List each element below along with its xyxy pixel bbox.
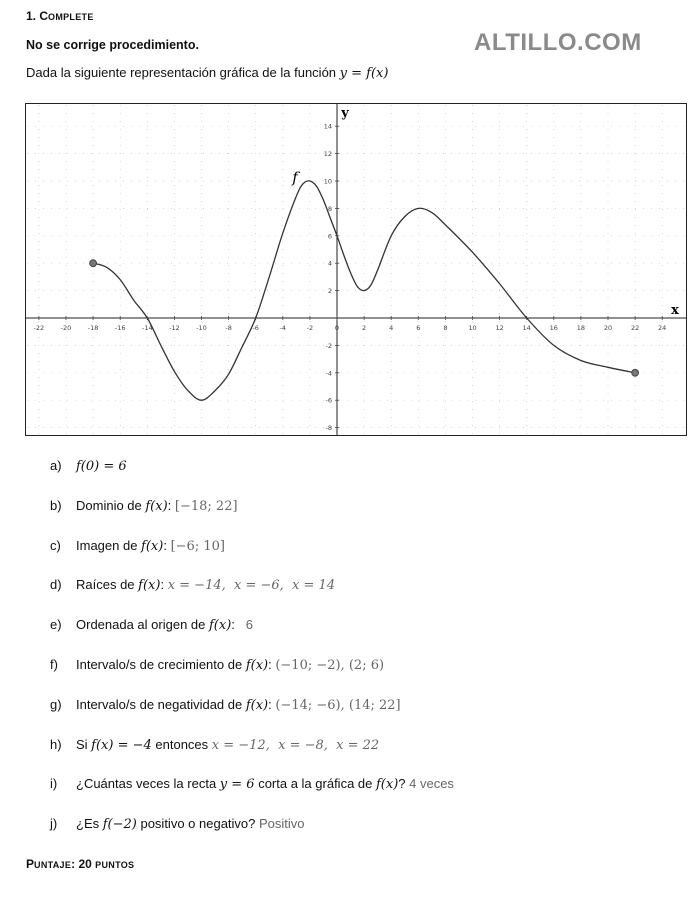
intro-sentence xyxy=(26,65,388,81)
x-tick-label: 18 xyxy=(576,324,586,332)
question-math: f(0) = 6 xyxy=(76,459,127,474)
question-label: f) xyxy=(50,657,58,672)
x-tick-label: 22 xyxy=(630,324,640,332)
score-unit: PUNTOS xyxy=(95,860,135,870)
intro-text: Dada la siguiente representación gráfica de la función xyxy=(26,65,340,80)
question-label: a) xyxy=(50,458,62,473)
x-tick-label: -4 xyxy=(279,324,287,332)
question-math: y = 6 xyxy=(219,777,255,793)
question-math: f(x) xyxy=(138,578,161,594)
question-text: positivo o negativo? xyxy=(136,816,259,832)
x-tick-label: 2 xyxy=(362,324,367,332)
x-tick-label: -16 xyxy=(114,324,126,332)
question-item xyxy=(50,617,253,633)
function-graph xyxy=(25,103,687,436)
question-text: : xyxy=(163,537,171,553)
question-answer: x = −14, x = −6, x = 14 xyxy=(167,578,336,594)
question-text: corta a la gráfica de xyxy=(254,776,376,792)
curve-endpoint xyxy=(90,260,97,267)
question-item xyxy=(50,697,401,713)
question-math: f(x) xyxy=(245,697,269,713)
question-item xyxy=(50,776,454,792)
question-math: f(x) xyxy=(375,777,399,793)
x-tick-label: 4 xyxy=(389,324,394,332)
procedure-note: No se corrige procedimiento. xyxy=(26,38,199,52)
question-text: Intervalo/s de negatividad de xyxy=(76,696,246,712)
question-label: g) xyxy=(50,696,62,712)
x-tick-label: 0 xyxy=(334,324,340,332)
question-answer: 6 xyxy=(245,617,253,633)
question-answer: Positivo xyxy=(259,816,305,832)
x-tick-label: 6 xyxy=(416,324,421,332)
x-tick-label: -20 xyxy=(60,324,72,332)
question-answer: [−6; 10] xyxy=(170,538,225,554)
x-tick-label: 8 xyxy=(443,324,448,332)
x-tick-label: 24 xyxy=(658,324,667,332)
question-item xyxy=(50,458,127,474)
question-math: f(x) xyxy=(145,498,168,514)
question-answer: 4 veces xyxy=(409,776,454,792)
x-tick-label: -10 xyxy=(196,324,207,332)
curve-endpoint xyxy=(632,369,639,376)
question-text: Intervalo/s de crecimiento de xyxy=(76,657,246,672)
exercise-number: 1. xyxy=(26,9,37,23)
question-text: ? xyxy=(398,776,410,792)
question-math: f(x) xyxy=(141,538,164,554)
question-item xyxy=(50,816,305,832)
y-tick-label: 4 xyxy=(327,259,332,268)
x-tick-label: 10 xyxy=(468,324,477,332)
question-label: i) xyxy=(50,776,58,792)
y-tick-label: -8 xyxy=(325,424,332,433)
y-tick-label: 8 xyxy=(327,204,332,213)
question-math: f(−2) xyxy=(102,817,137,833)
x-tick-label: -14 xyxy=(141,324,153,332)
question-text: Raíces de xyxy=(76,577,139,593)
y-axis-label: y xyxy=(341,106,349,121)
x-tick-label: 20 xyxy=(603,324,613,332)
score-line xyxy=(26,857,134,871)
x-tick-label: -18 xyxy=(87,324,99,332)
score-value: : 20 xyxy=(71,857,96,871)
x-tick-label: 12 xyxy=(495,324,504,332)
question-item xyxy=(50,498,238,514)
question-label: d) xyxy=(50,577,62,593)
question-math: f(x) xyxy=(208,618,232,634)
question-text: Ordenada al origen de xyxy=(76,617,209,633)
y-tick-label: 10 xyxy=(323,177,332,186)
x-tick-label: 14 xyxy=(522,324,531,332)
exercise-heading xyxy=(26,9,94,23)
question-label: c) xyxy=(50,537,61,553)
question-text: Si xyxy=(76,736,92,752)
x-tick-label: -6 xyxy=(252,324,259,332)
question-item xyxy=(50,538,225,554)
y-tick-label: 12 xyxy=(323,150,332,159)
x-tick-label: -2 xyxy=(306,324,314,332)
question-text: ¿Cuántas veces la recta xyxy=(76,776,220,792)
question-label: j) xyxy=(50,816,58,832)
question-text: Dominio de xyxy=(76,497,146,513)
watermark-logo: ALTILLO.COM xyxy=(474,29,642,56)
question-text: : xyxy=(268,657,276,672)
score-initial: P xyxy=(26,857,35,871)
y-tick-label: 2 xyxy=(327,287,332,296)
x-tick-label: -22 xyxy=(33,324,45,332)
question-item xyxy=(50,737,379,753)
question-item xyxy=(50,657,384,673)
question-answer: [−18; 22] xyxy=(174,498,238,514)
question-math: f(x) = −4 xyxy=(91,737,152,753)
y-tick-label: -4 xyxy=(325,369,332,378)
y-tick-label: -2 xyxy=(325,341,332,350)
question-answer: x = −12, x = −8, x = 22 xyxy=(211,737,380,753)
x-tick-label: -8 xyxy=(225,324,232,332)
question-text: : xyxy=(160,577,168,593)
question-text: Imagen de xyxy=(76,537,142,553)
intro-function: y = f(x) xyxy=(339,66,389,81)
question-text: : xyxy=(231,617,246,633)
exercise-title-rest: OMPLETE xyxy=(48,12,94,22)
question-item xyxy=(50,577,335,593)
question-text: : xyxy=(268,696,276,712)
y-tick-label: 6 xyxy=(327,232,332,241)
question-text: entonces xyxy=(151,736,212,752)
exercise-title-initial: C xyxy=(39,9,49,23)
question-label: e) xyxy=(50,617,62,633)
question-answer: (−14; −6), (14; 22] xyxy=(275,697,401,713)
question-answer: (−10; −2), (2; 6) xyxy=(275,658,385,673)
question-label: b) xyxy=(50,497,62,513)
y-tick-label: 14 xyxy=(323,122,332,131)
x-tick-label: -12 xyxy=(169,324,180,332)
question-text: ¿Es xyxy=(76,816,103,832)
question-text: : xyxy=(167,497,175,513)
x-axis-label: x xyxy=(671,303,679,318)
question-math: f(x) xyxy=(245,658,269,673)
score-label: UNTAJE xyxy=(34,860,72,870)
y-tick-label: -6 xyxy=(325,396,332,405)
curve-label: f xyxy=(292,168,298,187)
question-label: h) xyxy=(50,736,62,752)
x-tick-label: 16 xyxy=(549,324,558,332)
